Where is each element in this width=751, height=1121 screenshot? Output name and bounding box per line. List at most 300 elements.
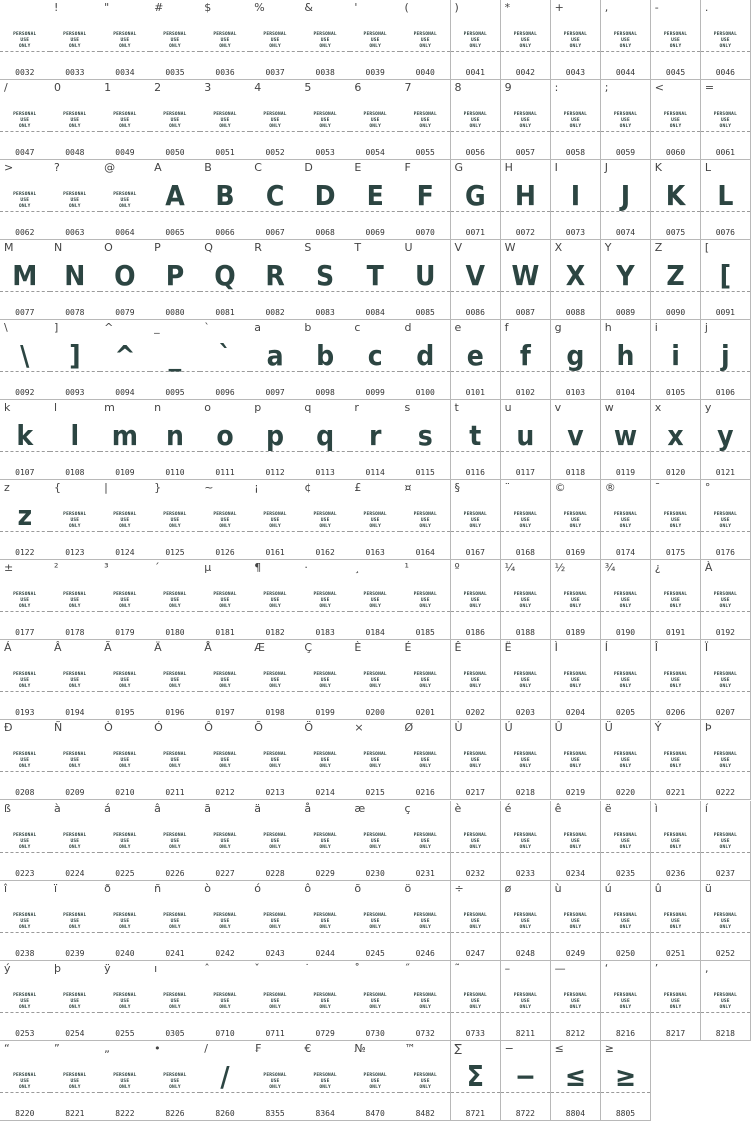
placeholder-line: PERSONAL bbox=[663, 992, 688, 998]
placeholder-line: USE bbox=[521, 678, 530, 684]
glyph-code: 0057 bbox=[515, 148, 535, 158]
glyph-cell bbox=[350, 240, 401, 320]
glyph-label: è bbox=[454, 801, 462, 815]
glyph-label: æ bbox=[354, 801, 366, 815]
glyph-label: T bbox=[354, 241, 362, 255]
glyph-cell bbox=[400, 0, 451, 80]
glyph-label: € bbox=[304, 1041, 312, 1055]
baseline-divider bbox=[601, 1012, 651, 1013]
placeholder-line: USE bbox=[120, 758, 130, 764]
glyph-preview: a bbox=[266, 339, 284, 373]
personal-use-placeholder bbox=[150, 993, 200, 1011]
baseline-divider bbox=[100, 611, 150, 612]
glyph-label: l bbox=[54, 401, 58, 415]
placeholder-line: PERSONAL bbox=[663, 752, 688, 758]
personal-use-placeholder bbox=[300, 1073, 350, 1091]
placeholder-line: PERSONAL bbox=[663, 912, 688, 918]
placeholder-line: PERSONAL bbox=[663, 832, 688, 838]
glyph-cell bbox=[150, 480, 201, 560]
placeholder-line: USE bbox=[320, 38, 330, 43]
glyph-label: ¿ bbox=[654, 561, 661, 575]
glyph-label: d bbox=[404, 321, 412, 335]
glyph-code: 0214 bbox=[315, 788, 335, 798]
placeholder-line: ONLY bbox=[719, 844, 732, 850]
placeholder-line: ONLY bbox=[119, 1084, 131, 1090]
placeholder-line: ONLY bbox=[469, 604, 482, 610]
glyph-cell bbox=[300, 320, 351, 400]
placeholder-line: USE bbox=[20, 598, 30, 604]
baseline-divider bbox=[250, 1012, 300, 1013]
placeholder-line: ONLY bbox=[219, 844, 231, 850]
baseline-divider bbox=[350, 691, 400, 692]
glyph-code: 8721 bbox=[465, 1108, 485, 1118]
glyph-label: _ bbox=[154, 321, 160, 335]
placeholder-line: USE bbox=[70, 598, 80, 604]
baseline-divider bbox=[50, 852, 100, 853]
personal-use-placeholder bbox=[200, 592, 250, 610]
glyph-label: 3 bbox=[204, 81, 212, 95]
placeholder-line: ONLY bbox=[119, 924, 131, 930]
placeholder-line: USE bbox=[70, 118, 80, 124]
placeholder-line: ONLY bbox=[219, 924, 231, 930]
glyph-code: 8221 bbox=[65, 1108, 85, 1118]
baseline-divider bbox=[400, 51, 450, 52]
glyph-code: 0219 bbox=[565, 788, 586, 798]
glyph-code: 0114 bbox=[365, 468, 385, 478]
placeholder-line: PERSONAL bbox=[463, 32, 487, 37]
glyph-cell bbox=[651, 240, 702, 320]
placeholder-line: USE bbox=[571, 998, 580, 1004]
glyph-label: ¶ bbox=[254, 561, 262, 575]
personal-use-placeholder bbox=[300, 752, 350, 770]
placeholder-line: USE bbox=[521, 758, 530, 764]
placeholder-line: PERSONAL bbox=[113, 192, 137, 198]
glyph-preview: y bbox=[717, 419, 734, 453]
personal-use-placeholder bbox=[451, 32, 501, 50]
glyph-label: ê bbox=[554, 801, 562, 815]
glyph-cell bbox=[200, 801, 251, 881]
placeholder-line: ONLY bbox=[469, 44, 482, 49]
baseline-divider bbox=[50, 531, 100, 532]
glyph-cell bbox=[551, 320, 602, 400]
glyph-code: 0225 bbox=[115, 868, 135, 878]
glyph-code: 0228 bbox=[265, 868, 285, 878]
glyph-cell bbox=[400, 160, 451, 240]
glyph-code: 0040 bbox=[415, 68, 435, 78]
baseline-divider bbox=[250, 51, 300, 52]
baseline-divider bbox=[350, 771, 400, 772]
glyph-label: 1 bbox=[104, 81, 112, 95]
glyph-code: 0218 bbox=[515, 788, 535, 798]
placeholder-line: PERSONAL bbox=[263, 1072, 287, 1078]
placeholder-line: USE bbox=[270, 598, 280, 604]
glyph-cell bbox=[701, 480, 751, 560]
glyph-code: 8722 bbox=[515, 1108, 535, 1118]
placeholder-line: ONLY bbox=[469, 844, 482, 850]
glyph-cell bbox=[100, 881, 151, 961]
glyph-label: ³ bbox=[104, 561, 109, 575]
baseline-divider bbox=[651, 771, 701, 772]
glyph-label: ï bbox=[54, 881, 58, 895]
placeholder-line: PERSONAL bbox=[313, 1072, 337, 1078]
placeholder-line: USE bbox=[420, 998, 430, 1004]
glyph-label: ≤ bbox=[554, 1041, 564, 1055]
glyph-label: þ bbox=[54, 961, 62, 975]
glyph-label: ´ bbox=[154, 561, 160, 575]
personal-use-placeholder bbox=[250, 1073, 300, 1091]
placeholder-line: USE bbox=[220, 918, 230, 924]
glyph-cell bbox=[601, 80, 652, 160]
placeholder-line: PERSONAL bbox=[113, 512, 137, 518]
placeholder-line: USE bbox=[320, 838, 330, 844]
glyph-code: 0033 bbox=[65, 68, 85, 78]
placeholder-line: USE bbox=[20, 918, 30, 924]
placeholder-line: ONLY bbox=[369, 524, 381, 530]
glyph-cell bbox=[651, 480, 702, 560]
personal-use-placeholder bbox=[551, 672, 601, 690]
personal-use-placeholder bbox=[350, 1073, 400, 1091]
personal-use-placeholder bbox=[250, 592, 300, 610]
personal-use-placeholder bbox=[0, 32, 50, 50]
glyph-cell bbox=[651, 560, 702, 640]
glyph-preview: x bbox=[667, 419, 684, 453]
placeholder-line: PERSONAL bbox=[13, 912, 37, 918]
glyph-code: 0249 bbox=[565, 948, 586, 958]
glyph-code: 0062 bbox=[15, 228, 35, 238]
glyph-cell bbox=[651, 961, 702, 1041]
placeholder-line: PERSONAL bbox=[213, 112, 237, 118]
baseline-divider bbox=[701, 611, 750, 612]
glyph-label: Q bbox=[204, 241, 213, 255]
placeholder-line: PERSONAL bbox=[313, 512, 337, 518]
placeholder-line: ONLY bbox=[269, 844, 281, 850]
glyph-cell bbox=[100, 0, 151, 80]
glyph-label: ] bbox=[54, 321, 59, 335]
glyph-label: P bbox=[154, 241, 161, 255]
glyph-label: Ò bbox=[104, 721, 113, 735]
glyph-code: 0229 bbox=[315, 868, 335, 878]
glyph-cell bbox=[350, 881, 401, 961]
baseline-divider bbox=[701, 691, 750, 692]
glyph-cell bbox=[701, 400, 751, 480]
placeholder-line: ONLY bbox=[69, 1084, 81, 1090]
placeholder-line: USE bbox=[521, 118, 530, 124]
glyph-cell bbox=[400, 881, 451, 961]
baseline-divider bbox=[300, 1092, 350, 1093]
placeholder-line: PERSONAL bbox=[313, 752, 337, 758]
glyph-cell bbox=[651, 0, 702, 80]
glyph-cell bbox=[451, 640, 502, 720]
personal-use-placeholder bbox=[100, 833, 150, 851]
placeholder-line: PERSONAL bbox=[163, 992, 187, 998]
personal-use-placeholder bbox=[651, 512, 701, 530]
placeholder-line: USE bbox=[220, 518, 230, 524]
glyph-code: 0177 bbox=[15, 628, 35, 638]
placeholder-line: PERSONAL bbox=[613, 592, 638, 598]
glyph-cell bbox=[150, 961, 201, 1041]
glyph-label: × bbox=[354, 721, 364, 735]
personal-use-placeholder bbox=[451, 112, 501, 130]
glyph-code: 0246 bbox=[415, 948, 435, 958]
glyph-code: 8470 bbox=[365, 1108, 385, 1118]
baseline-divider bbox=[400, 1092, 450, 1093]
placeholder-line: USE bbox=[70, 1078, 80, 1084]
placeholder-line: PERSONAL bbox=[413, 592, 437, 598]
baseline-divider bbox=[250, 771, 300, 772]
glyph-code: 8217 bbox=[665, 1028, 686, 1038]
placeholder-line: ONLY bbox=[18, 764, 31, 770]
glyph-cell bbox=[0, 240, 51, 320]
glyph-label: ã bbox=[204, 801, 211, 815]
glyph-label: © bbox=[554, 481, 566, 495]
glyph-cell bbox=[0, 400, 51, 480]
glyph-cell bbox=[300, 640, 351, 720]
glyph-code: 0109 bbox=[115, 468, 135, 478]
personal-use-placeholder bbox=[300, 672, 350, 690]
baseline-divider bbox=[350, 131, 400, 132]
glyph-code: 0080 bbox=[165, 308, 185, 318]
glyph-code: 0035 bbox=[165, 68, 185, 78]
placeholder-line: PERSONAL bbox=[313, 992, 337, 998]
personal-use-placeholder bbox=[400, 672, 450, 690]
personal-use-placeholder bbox=[601, 913, 651, 931]
glyph-cell bbox=[601, 881, 652, 961]
glyph-cell bbox=[50, 160, 101, 240]
placeholder-line: PERSONAL bbox=[463, 912, 487, 918]
personal-use-placeholder bbox=[601, 32, 651, 50]
placeholder-line: ONLY bbox=[269, 1084, 281, 1090]
glyph-cell bbox=[100, 80, 151, 160]
glyph-preview: c bbox=[367, 339, 383, 373]
placeholder-line: PERSONAL bbox=[663, 32, 688, 37]
placeholder-line: PERSONAL bbox=[63, 192, 87, 198]
personal-use-placeholder bbox=[350, 993, 400, 1011]
glyph-cell bbox=[501, 400, 552, 480]
glyph-code: 0118 bbox=[565, 468, 586, 478]
baseline-divider bbox=[651, 852, 701, 853]
glyph-cell bbox=[300, 480, 351, 560]
glyph-cell bbox=[200, 640, 251, 720]
glyph-cell bbox=[100, 1041, 151, 1121]
placeholder-line: PERSONAL bbox=[613, 992, 638, 998]
personal-use-placeholder bbox=[250, 672, 300, 690]
glyph-code: 0051 bbox=[215, 148, 235, 158]
glyph-cell bbox=[350, 1041, 401, 1121]
personal-use-placeholder bbox=[100, 512, 150, 530]
placeholder-line: PERSONAL bbox=[263, 832, 287, 838]
placeholder-line: PERSONAL bbox=[13, 832, 37, 838]
glyph-label: N bbox=[54, 241, 63, 255]
baseline-divider bbox=[601, 771, 651, 772]
placeholder-line: PERSONAL bbox=[313, 672, 337, 678]
placeholder-line: USE bbox=[20, 198, 30, 204]
placeholder-line: PERSONAL bbox=[613, 112, 638, 118]
placeholder-line: PERSONAL bbox=[513, 832, 537, 838]
glyph-code: 0248 bbox=[515, 948, 535, 958]
glyph-code: 0059 bbox=[615, 148, 636, 158]
glyph-label: O bbox=[104, 241, 113, 255]
glyph-label: [ bbox=[704, 241, 710, 255]
placeholder-line: PERSONAL bbox=[213, 912, 237, 918]
glyph-cell bbox=[400, 640, 451, 720]
placeholder-line: ONLY bbox=[18, 1004, 31, 1010]
placeholder-line: PERSONAL bbox=[563, 672, 588, 678]
placeholder-line: ONLY bbox=[18, 124, 31, 130]
glyph-label: ı bbox=[154, 961, 158, 975]
placeholder-line: USE bbox=[270, 758, 280, 764]
placeholder-line: ONLY bbox=[369, 924, 381, 930]
glyph-label: ∑ bbox=[454, 1041, 462, 1055]
placeholder-line: ONLY bbox=[569, 684, 582, 690]
personal-use-placeholder bbox=[100, 32, 150, 50]
placeholder-line: ONLY bbox=[119, 124, 131, 130]
glyph-label: ¤ bbox=[404, 481, 412, 495]
glyph-code: 0092 bbox=[15, 388, 35, 398]
glyph-cell bbox=[451, 240, 502, 320]
glyph-label: Ñ bbox=[54, 721, 63, 735]
placeholder-line: ONLY bbox=[519, 684, 532, 690]
baseline-divider bbox=[350, 531, 400, 532]
glyph-cell bbox=[651, 160, 702, 240]
baseline-divider bbox=[100, 51, 150, 52]
glyph-label: Ý bbox=[654, 721, 662, 735]
glyph-preview: W bbox=[511, 259, 540, 293]
baseline-divider bbox=[250, 932, 300, 933]
glyph-preview: [ bbox=[719, 259, 732, 293]
placeholder-line: ONLY bbox=[18, 684, 31, 690]
glyph-label: 4 bbox=[254, 81, 262, 95]
glyph-cell bbox=[501, 80, 552, 160]
glyph-cell bbox=[300, 400, 351, 480]
placeholder-line: ONLY bbox=[219, 1004, 231, 1010]
placeholder-line: ONLY bbox=[119, 44, 131, 49]
placeholder-line: PERSONAL bbox=[63, 672, 87, 678]
glyph-cell bbox=[150, 160, 201, 240]
personal-use-placeholder bbox=[651, 913, 701, 931]
personal-use-placeholder bbox=[150, 913, 200, 931]
glyph-label: \ bbox=[4, 321, 8, 335]
glyph-cell bbox=[350, 160, 401, 240]
placeholder-line: USE bbox=[521, 838, 530, 844]
glyph-code: 0055 bbox=[415, 148, 435, 158]
placeholder-line: ONLY bbox=[519, 924, 532, 930]
glyph-cell bbox=[601, 560, 652, 640]
placeholder-line: USE bbox=[220, 998, 230, 1004]
placeholder-line: USE bbox=[170, 758, 180, 764]
baseline-divider bbox=[300, 611, 350, 612]
placeholder-line: USE bbox=[320, 518, 330, 524]
glyph-preview: h bbox=[616, 339, 635, 373]
personal-use-placeholder bbox=[200, 32, 250, 50]
placeholder-line: USE bbox=[20, 758, 30, 764]
placeholder-line: PERSONAL bbox=[13, 112, 37, 118]
personal-use-placeholder bbox=[200, 512, 250, 530]
glyph-label: ˚ bbox=[354, 961, 360, 975]
placeholder-line: ONLY bbox=[69, 604, 81, 610]
glyph-cell bbox=[400, 480, 451, 560]
baseline-divider bbox=[150, 852, 200, 853]
placeholder-line: PERSONAL bbox=[113, 752, 137, 758]
personal-use-placeholder bbox=[551, 913, 601, 931]
glyph-code: 0089 bbox=[615, 308, 636, 318]
glyph-label: > bbox=[4, 161, 14, 175]
glyph-label: : bbox=[554, 81, 559, 95]
personal-use-placeholder bbox=[50, 752, 100, 770]
personal-use-placeholder bbox=[150, 32, 200, 50]
glyph-code: 0223 bbox=[15, 868, 35, 878]
placeholder-line: PERSONAL bbox=[63, 992, 87, 998]
placeholder-line: ONLY bbox=[69, 844, 81, 850]
baseline-divider bbox=[350, 1012, 400, 1013]
glyph-code: 0184 bbox=[365, 628, 385, 638]
glyph-label: £ bbox=[354, 481, 362, 495]
personal-use-placeholder bbox=[501, 993, 551, 1011]
placeholder-line: PERSONAL bbox=[313, 112, 337, 118]
glyph-preview: ≥ bbox=[614, 1059, 637, 1093]
placeholder-line: ONLY bbox=[619, 44, 632, 49]
glyph-label: å bbox=[304, 801, 312, 815]
placeholder-line: ONLY bbox=[119, 764, 131, 770]
placeholder-line: ONLY bbox=[369, 124, 381, 130]
baseline-divider bbox=[651, 1012, 701, 1013]
placeholder-line: PERSONAL bbox=[463, 512, 487, 518]
baseline-divider bbox=[701, 932, 750, 933]
glyph-label: w bbox=[604, 401, 614, 415]
glyph-preview: F bbox=[416, 179, 434, 213]
glyph-label: ¨ bbox=[504, 481, 511, 495]
placeholder-line: USE bbox=[270, 678, 280, 684]
glyph-code: 0227 bbox=[215, 868, 235, 878]
glyph-cell bbox=[200, 240, 251, 320]
baseline-divider bbox=[701, 51, 750, 52]
glyph-code: 0091 bbox=[715, 308, 735, 318]
placeholder-line: ONLY bbox=[519, 524, 532, 530]
baseline-divider bbox=[701, 771, 750, 772]
glyph-preview: G bbox=[464, 179, 486, 213]
glyph-label: . bbox=[704, 1, 709, 14]
personal-use-placeholder bbox=[150, 512, 200, 530]
placeholder-line: PERSONAL bbox=[713, 912, 737, 918]
personal-use-placeholder bbox=[501, 32, 551, 50]
placeholder-line: PERSONAL bbox=[263, 592, 287, 598]
glyph-label: n bbox=[154, 401, 162, 415]
placeholder-line: ONLY bbox=[18, 44, 31, 49]
glyph-code: 8216 bbox=[615, 1028, 636, 1038]
placeholder-line: USE bbox=[70, 678, 80, 684]
glyph-label: p bbox=[254, 401, 262, 415]
personal-use-placeholder bbox=[501, 913, 551, 931]
glyph-preview: _ bbox=[168, 339, 182, 373]
placeholder-line: ONLY bbox=[69, 764, 81, 770]
glyph-preview: P bbox=[165, 259, 185, 293]
baseline-divider bbox=[50, 771, 100, 772]
placeholder-line: ONLY bbox=[669, 524, 682, 530]
baseline-divider bbox=[100, 852, 150, 853]
placeholder-line: PERSONAL bbox=[263, 992, 287, 998]
glyph-code: 0122 bbox=[15, 548, 35, 558]
personal-use-placeholder bbox=[350, 672, 400, 690]
glyph-label: { bbox=[54, 481, 62, 495]
glyph-cell bbox=[601, 640, 652, 720]
glyph-cell bbox=[300, 240, 351, 320]
baseline-divider bbox=[50, 932, 100, 933]
glyph-preview: q bbox=[316, 419, 335, 453]
glyph-cell bbox=[50, 480, 101, 560]
glyph-label: 9 bbox=[504, 81, 512, 95]
glyph-cell bbox=[300, 1041, 351, 1121]
placeholder-line: PERSONAL bbox=[363, 1072, 387, 1078]
glyph-label: g bbox=[554, 321, 562, 335]
